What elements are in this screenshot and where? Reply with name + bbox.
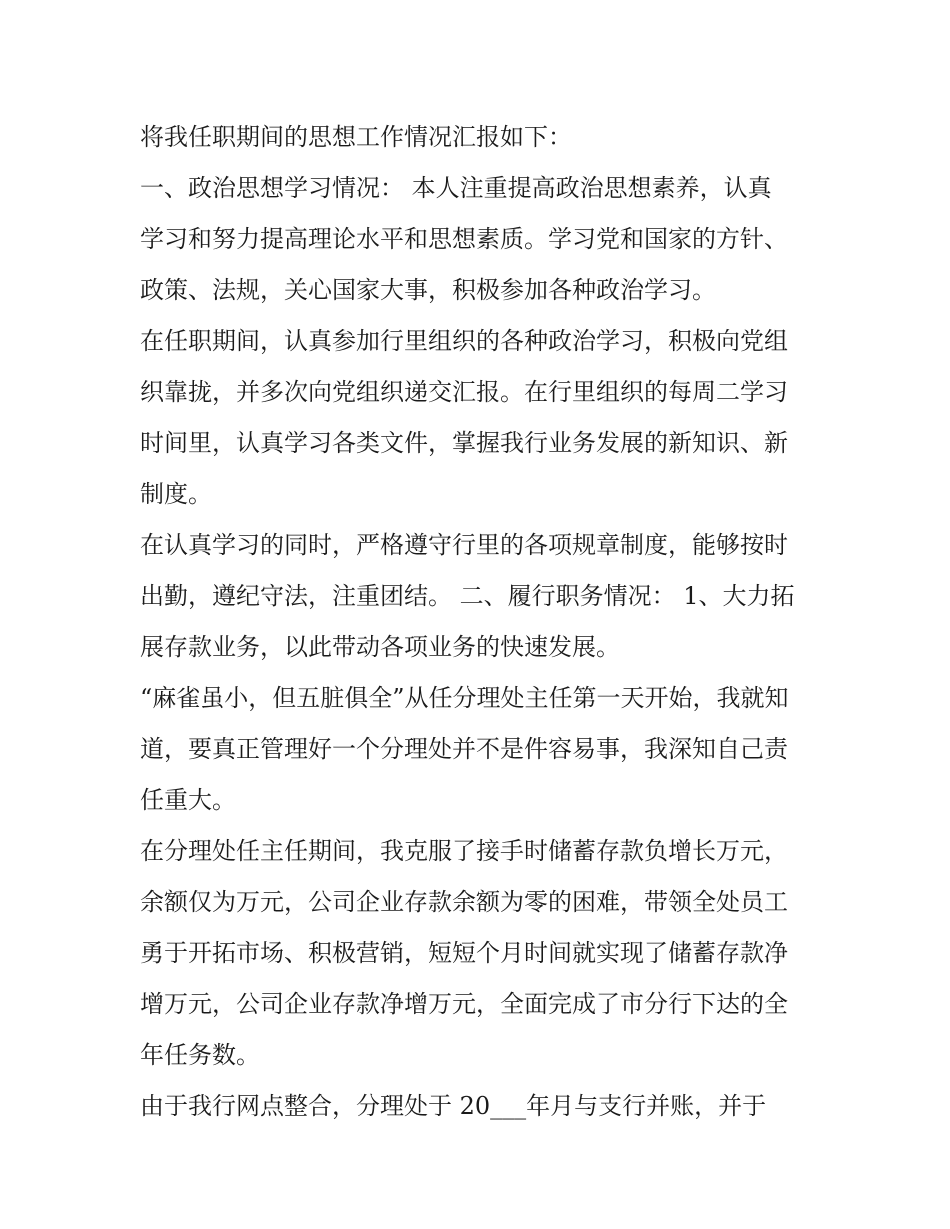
paragraph-political-study bbox=[140, 163, 820, 316]
text-line: 织靠拢，并多次向党组织递交汇报。在行里组织的每周二学习 bbox=[140, 378, 788, 406]
paragraph-tenure-study bbox=[140, 316, 820, 520]
paragraph-discipline bbox=[140, 520, 820, 673]
text-line: 在任职期间，认真参加行里组织的各种政治学习，积极向党组 bbox=[140, 327, 788, 355]
text-line: 年任务数。 bbox=[140, 1041, 260, 1069]
text-line: 出勤，遵纪守法，注重团结。 二、履行职务情况： 1、大力拓 bbox=[140, 582, 795, 610]
text-line: 制度。 bbox=[140, 480, 212, 508]
text-line: 将我任职期间的思想工作情况汇报如下： bbox=[140, 123, 572, 151]
text-line: 在认真学习的同时，严格遵守行里的各项规章制度，能够按时 bbox=[140, 531, 788, 559]
paragraph-achievements bbox=[140, 826, 820, 1081]
paragraph-responsibility bbox=[140, 673, 820, 826]
text-line: 道，要真正管理好一个分理处并不是件容易事，我深知自己责 bbox=[140, 735, 788, 763]
text-line: 在分理处任主任期间，我克服了接手时储蓄存款负增长万元， bbox=[140, 837, 788, 865]
text-line: 政策、法规，关心国家大事，积极参加各种政治学习。 bbox=[140, 276, 716, 304]
text-line: “麻雀虽小，但五脏俱全”从任分理处主任第一天开始，我就知 bbox=[140, 684, 789, 712]
paragraph-intro bbox=[140, 112, 820, 163]
text-line: 展存款业务，以此带动各项业务的快速发展。 bbox=[140, 633, 620, 661]
text-line: 时间里，认真学习各类文件，掌握我行业务发展的新知识、新 bbox=[140, 429, 788, 457]
text-line: 由于我行网点整合，分理处于 20___年月与支行并账，并于 bbox=[140, 1092, 767, 1120]
text-line: 勇于开拓市场、积极营销，短短个月时间就实现了储蓄存款净 bbox=[140, 939, 788, 967]
text-line: 一、政治思想学习情况： 本人注重提高政治思想素养，认真 bbox=[140, 174, 772, 202]
text-line: 任重大。 bbox=[140, 786, 236, 814]
paragraph-merger bbox=[140, 1081, 820, 1132]
document-body bbox=[140, 112, 820, 1132]
text-line: 增万元，公司企业存款净增万元，全面完成了市分行下达的全 bbox=[140, 990, 788, 1018]
text-line: 学习和努力提高理论水平和思想素质。学习党和国家的方针、 bbox=[140, 225, 788, 253]
text-line: 余额仅为万元，公司企业存款余额为零的困难，带领全处员工 bbox=[140, 888, 788, 916]
